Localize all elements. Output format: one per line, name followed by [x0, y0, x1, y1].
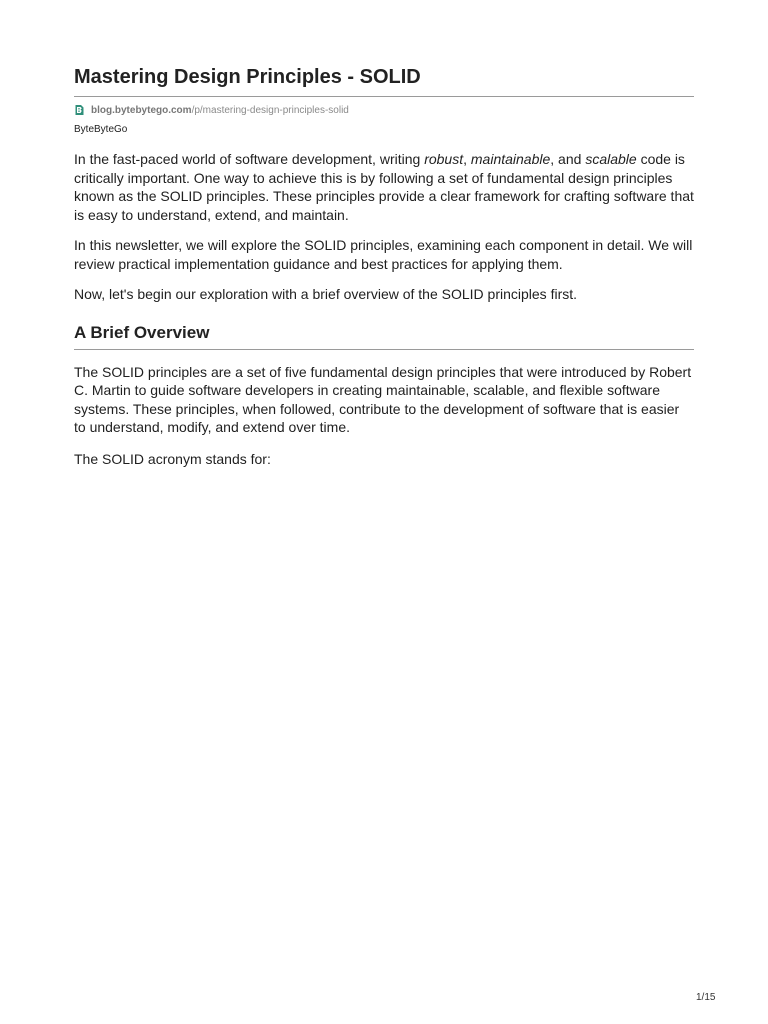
- intro-paragraph-2: In this newsletter, we will explore the SOLID principles, examining each component in detail. We will review practical implementation guidance and best practices for applying them.: [74, 237, 693, 272]
- overview-paragraph-1: The SOLID principles are a set of five fundamental design principles that were introduced by Robert C. Martin to guide software developers in creating maintainable, scalable, and flexible software systems. These principles, when followed, contribute to the development of software that is easier to understand, modify, and extend over time.: [74, 363, 692, 435]
- source-domain-link[interactable]: blog.bytebytego.com: [91, 104, 192, 116]
- emphasis-robust: robust: [424, 151, 464, 167]
- page-number: 1/15: [696, 992, 716, 1003]
- source-line: [74, 103, 694, 117]
- section-heading-overview: A Brief Overview: [74, 322, 694, 350]
- bytebytego-logo-icon: [74, 104, 85, 116]
- document-page: [74, 64, 694, 468]
- emphasis-maintainable: maintainable: [470, 151, 551, 167]
- source-path-link[interactable]: /p/mastering-design-principles-solid: [191, 104, 349, 116]
- author-name: ByteByteGo: [74, 124, 128, 135]
- page-title: Mastering Design Principles - SOLID: [74, 64, 694, 97]
- overview-paragraph-2: The SOLID acronym stands for:: [74, 450, 271, 467]
- intro-paragraph-3: Now, let's begin our exploration with a brief overview of the SOLID principles first.: [74, 286, 578, 302]
- emphasis-scalable: scalable: [585, 151, 637, 167]
- intro-paragraph-1: In the fast-paced world of software development, writing robust, maintainable, and scalable code is critically important. One way to achieve this is by following a set of fundamental design principles known as the SOLID principles. These principles provide a clear framework for crafting software that is easy to understand, extend, and maintain.: [74, 151, 694, 223]
